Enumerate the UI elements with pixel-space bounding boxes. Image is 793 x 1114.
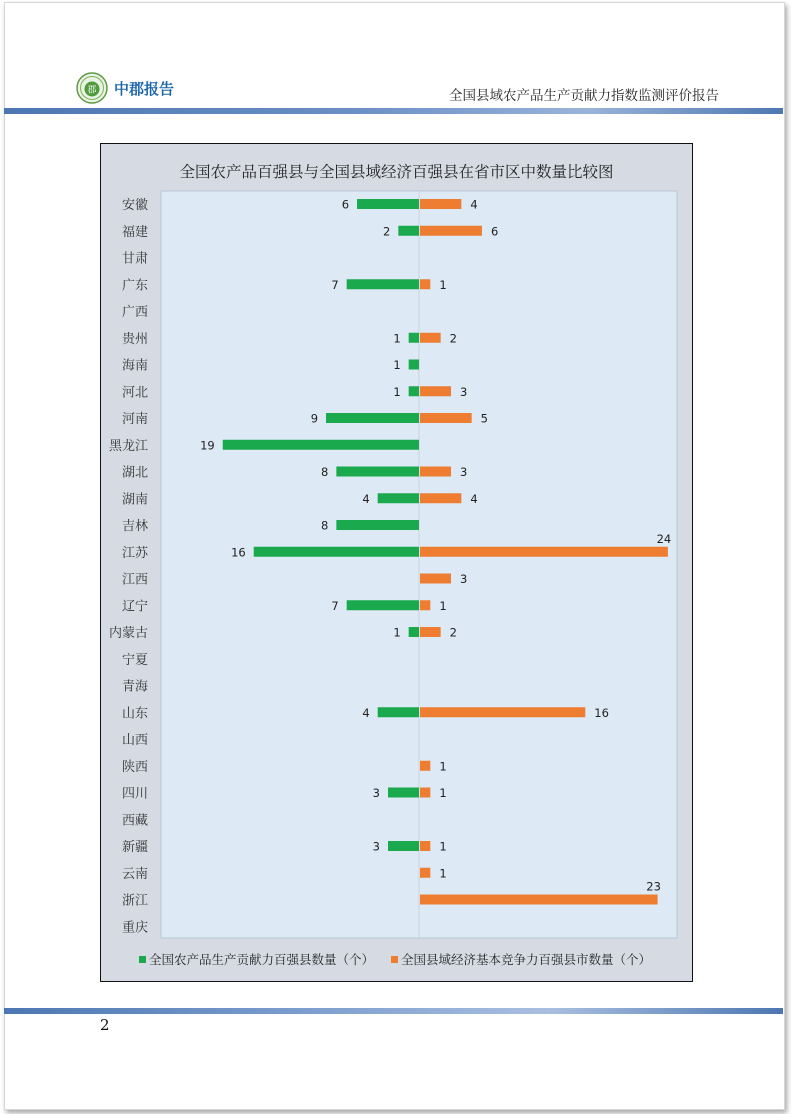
- data-label-green: 9: [310, 411, 319, 426]
- bar-green: [336, 520, 419, 530]
- bar-orange: [420, 895, 658, 905]
- bar-orange: [420, 547, 668, 557]
- data-label-green: 3: [372, 786, 381, 800]
- data-label-orange: 6: [490, 224, 499, 239]
- bar-orange: [420, 868, 430, 878]
- bar-orange: [420, 493, 461, 503]
- category-label: 四川: [121, 785, 148, 801]
- data-label-green: 2: [383, 224, 391, 239]
- bar-green: [378, 493, 419, 503]
- data-label-green: 4: [362, 491, 370, 506]
- category-label: 江苏: [121, 544, 148, 560]
- bar-green: [398, 226, 419, 236]
- data-label-green: 16: [231, 545, 246, 560]
- category-label: 重庆: [121, 919, 148, 935]
- chart-frame: [100, 143, 693, 982]
- page-number: 2: [100, 1016, 110, 1034]
- data-label-green: 6: [341, 197, 350, 212]
- data-label-orange: 4: [470, 197, 478, 212]
- bar-green: [347, 600, 419, 610]
- category-label: 西藏: [121, 812, 148, 828]
- bar-green: [336, 467, 419, 477]
- data-label-green: 8: [321, 518, 329, 533]
- header-divider: [4, 108, 783, 114]
- bar-green: [347, 279, 419, 289]
- bar-green: [388, 841, 419, 851]
- data-label-orange: 1: [439, 866, 447, 881]
- category-label: 海南: [121, 357, 148, 373]
- report-title: 全国县域农产品生产贡献力指数监测评价报告: [449, 88, 719, 104]
- category-label: 河北: [121, 384, 148, 400]
- data-label-orange: 3: [459, 384, 468, 399]
- data-label-orange: 1: [439, 598, 447, 613]
- legend-swatch-orange: [391, 956, 398, 963]
- category-label: 安徽: [121, 197, 148, 212]
- bar-green: [409, 627, 419, 637]
- data-label-orange: 2: [449, 625, 457, 640]
- data-label-orange: 1: [439, 786, 447, 800]
- category-label: 青海: [121, 678, 148, 694]
- data-label-green: 7: [331, 277, 339, 292]
- category-label: 辽宁: [121, 598, 148, 614]
- bar-orange: [420, 707, 585, 717]
- data-label-orange: 2: [449, 331, 457, 346]
- category-label: 新疆: [121, 839, 148, 854]
- svg-text:郡: 郡: [87, 85, 97, 96]
- data-label-orange: 23: [646, 879, 661, 894]
- category-label: 河南: [121, 411, 148, 426]
- data-label-green: 1: [393, 625, 401, 640]
- category-label: 贵州: [121, 330, 148, 346]
- bar-orange: [420, 467, 451, 477]
- data-label-green: 7: [331, 598, 339, 613]
- data-label-green: 1: [393, 384, 401, 399]
- category-label: 浙江: [121, 892, 148, 908]
- bar-green: [357, 199, 419, 209]
- data-label-orange: 24: [656, 531, 672, 546]
- category-label: 福建: [121, 223, 148, 239]
- data-label-green: 19: [200, 438, 215, 453]
- bar-green: [409, 333, 419, 343]
- bar-orange: [420, 413, 472, 423]
- data-label-orange: 1: [439, 759, 447, 774]
- category-label: 陕西: [121, 758, 148, 774]
- category-label: 山西: [121, 732, 148, 747]
- legend-swatch-green: [139, 956, 146, 963]
- data-label-orange: 3: [459, 465, 468, 479]
- category-label: 吉林: [121, 518, 148, 533]
- data-label-green: 1: [393, 358, 401, 372]
- category-label: 云南: [121, 865, 148, 881]
- data-label-green: 8: [321, 465, 329, 479]
- bar-green: [254, 547, 419, 557]
- bar-orange: [420, 788, 430, 798]
- data-label-green: 4: [362, 705, 370, 720]
- bar-green: [388, 788, 419, 798]
- data-label-orange: 3: [459, 572, 468, 586]
- data-label-orange: 4: [470, 491, 478, 506]
- bar-green: [326, 413, 419, 423]
- data-label-green: 3: [372, 839, 381, 854]
- bar-green: [223, 440, 419, 450]
- category-label: 山东: [121, 705, 148, 721]
- data-label-orange: 1: [439, 839, 447, 854]
- category-label: 甘肃: [121, 250, 148, 266]
- category-label: 湖北: [121, 464, 148, 480]
- category-label: 江西: [121, 571, 148, 587]
- bar-green: [378, 707, 419, 717]
- bar-green: [409, 360, 419, 370]
- bar-orange: [420, 199, 461, 209]
- category-label: 黑龙江: [108, 437, 148, 453]
- legend-label-green: 全国农产品生产贡献力百强县数量（个）: [149, 953, 375, 967]
- bar-orange: [420, 627, 441, 637]
- footer-divider: [4, 1008, 783, 1014]
- bar-orange: [420, 600, 430, 610]
- zhongjun-logo-icon: [76, 72, 108, 104]
- bar-orange: [420, 333, 441, 343]
- bar-orange: [420, 574, 451, 584]
- data-label-green: 1: [393, 331, 401, 346]
- category-label: 广东: [121, 277, 148, 293]
- bar-orange: [420, 386, 451, 396]
- category-label: 内蒙古: [108, 625, 148, 640]
- data-label-orange: 5: [480, 411, 488, 426]
- category-label: 宁夏: [121, 651, 148, 667]
- chart-title: 全国农产品百强县与全国县域经济百强县在省市区中数量比较图: [179, 164, 614, 181]
- category-label: 广西: [121, 304, 148, 319]
- legend-label-orange: 全国县域经济基本竞争力百强县市数量（个）: [401, 953, 652, 967]
- bar-orange: [420, 279, 430, 289]
- data-label-orange: 1: [439, 277, 447, 292]
- data-label-orange: 16: [594, 705, 609, 720]
- category-label: 湖南: [121, 491, 148, 507]
- bar-chart: [101, 144, 692, 981]
- bar-orange: [420, 226, 482, 236]
- bar-orange: [420, 841, 430, 851]
- bar-green: [409, 386, 419, 396]
- brand-name: 中郡报告: [114, 80, 175, 98]
- bar-orange: [420, 761, 430, 771]
